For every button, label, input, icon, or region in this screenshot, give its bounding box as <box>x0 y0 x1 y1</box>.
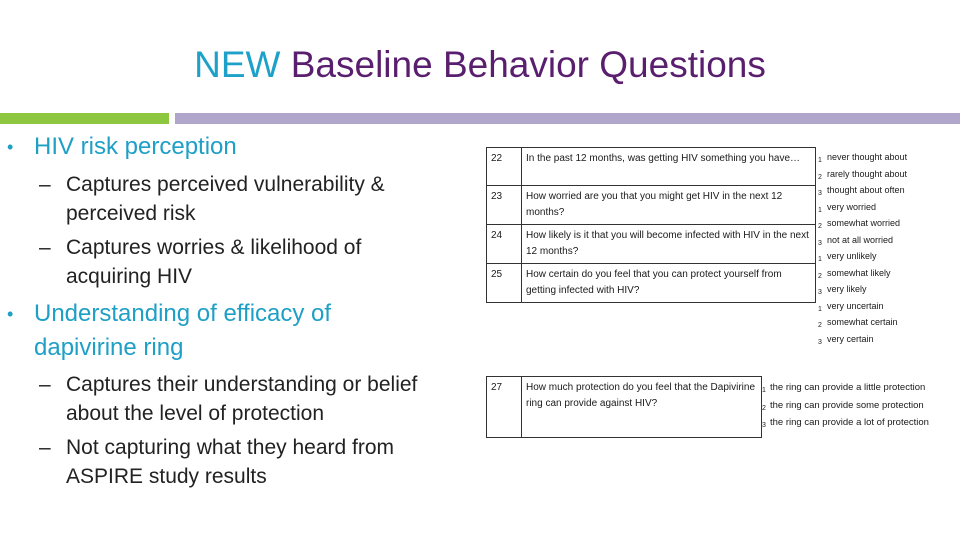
sub-bullet <box>39 233 436 291</box>
table-row <box>487 148 816 186</box>
option-item: 3 not at all worried <box>818 234 894 247</box>
dash-icon: – <box>39 436 51 459</box>
bullet-text: HIV risk perception <box>34 133 237 160</box>
option-item: 2 the ring can provide some protection <box>762 399 924 412</box>
sub-bullet <box>39 170 436 228</box>
sub-bullet <box>39 433 466 491</box>
bullet-hiv-risk <box>7 130 454 164</box>
questions-table-2 <box>486 376 762 438</box>
title-rule-purple <box>175 113 960 124</box>
sub-text: Captures perceived vulnerability & perceived risk <box>66 173 385 225</box>
bullet-dot-icon: • <box>7 137 14 157</box>
question-text: In the past 12 months, was getting HIV something you have… <box>522 148 816 186</box>
option-item: 1 very uncertain <box>818 300 884 313</box>
answer-options-1 <box>818 151 958 349</box>
sub-text: Captures worries & likelihood of acquiring HIV <box>66 236 362 288</box>
option-item: 1 very worried <box>818 201 877 214</box>
dash-icon: – <box>39 236 51 259</box>
sub-bullet <box>39 370 466 428</box>
option-item: 1 never thought about <box>818 152 908 164</box>
bullet-text: Understanding of efficacy of dapivirine ring <box>34 300 332 361</box>
title-rule-green <box>0 113 169 124</box>
questions-table-1 <box>486 147 816 303</box>
question-text: How certain do you feel that you can protect yourself from getting infected with HIV? <box>522 264 816 303</box>
question-text: How likely is it that you will become infected with HIV in the next 12 months? <box>522 225 816 264</box>
question-number: 22 <box>487 148 522 186</box>
question-number: 23 <box>487 186 522 225</box>
option-item: 3 very certain <box>818 333 874 346</box>
question-text: How much protection do you feel that the Dapivirine ring can provide against HIV? <box>522 377 762 438</box>
bullet-dot-icon: • <box>7 304 14 324</box>
question-number: 25 <box>487 264 522 303</box>
option-item: 2 rarely thought about <box>818 168 908 181</box>
answer-options-2 <box>762 381 958 434</box>
table-row <box>487 186 816 225</box>
option-item: 1 very unlikely <box>818 251 877 263</box>
option-item: 3 very likely <box>818 284 867 296</box>
option-item: 3 thought about often <box>818 185 905 197</box>
dash-icon: – <box>39 173 51 196</box>
option-item: 2 somewhat certain <box>818 317 898 329</box>
title-rest: Baseline Behavior Questions <box>290 44 766 85</box>
table-row <box>487 264 816 303</box>
slide-title <box>0 44 960 86</box>
bullet-efficacy <box>7 297 414 365</box>
table-row <box>487 225 816 264</box>
question-number: 24 <box>487 225 522 264</box>
sub-text: Not capturing what they heard from ASPIRE study results <box>66 436 395 488</box>
sub-text: Captures their understanding or belief about the level of protection <box>66 373 418 425</box>
option-item: 2 somewhat likely <box>818 267 891 280</box>
option-item: 2 somewhat worried <box>818 218 901 230</box>
question-text: How worried are you that you might get HIV in the next 12 months? <box>522 186 816 225</box>
table-row <box>487 377 762 438</box>
option-item: 1 the ring can provide a little protection <box>762 382 926 394</box>
dash-icon: – <box>39 373 51 396</box>
question-number: 27 <box>487 377 522 438</box>
option-item: 3 the ring can provide a lot of protection <box>762 417 929 429</box>
title-new: NEW <box>194 44 281 85</box>
